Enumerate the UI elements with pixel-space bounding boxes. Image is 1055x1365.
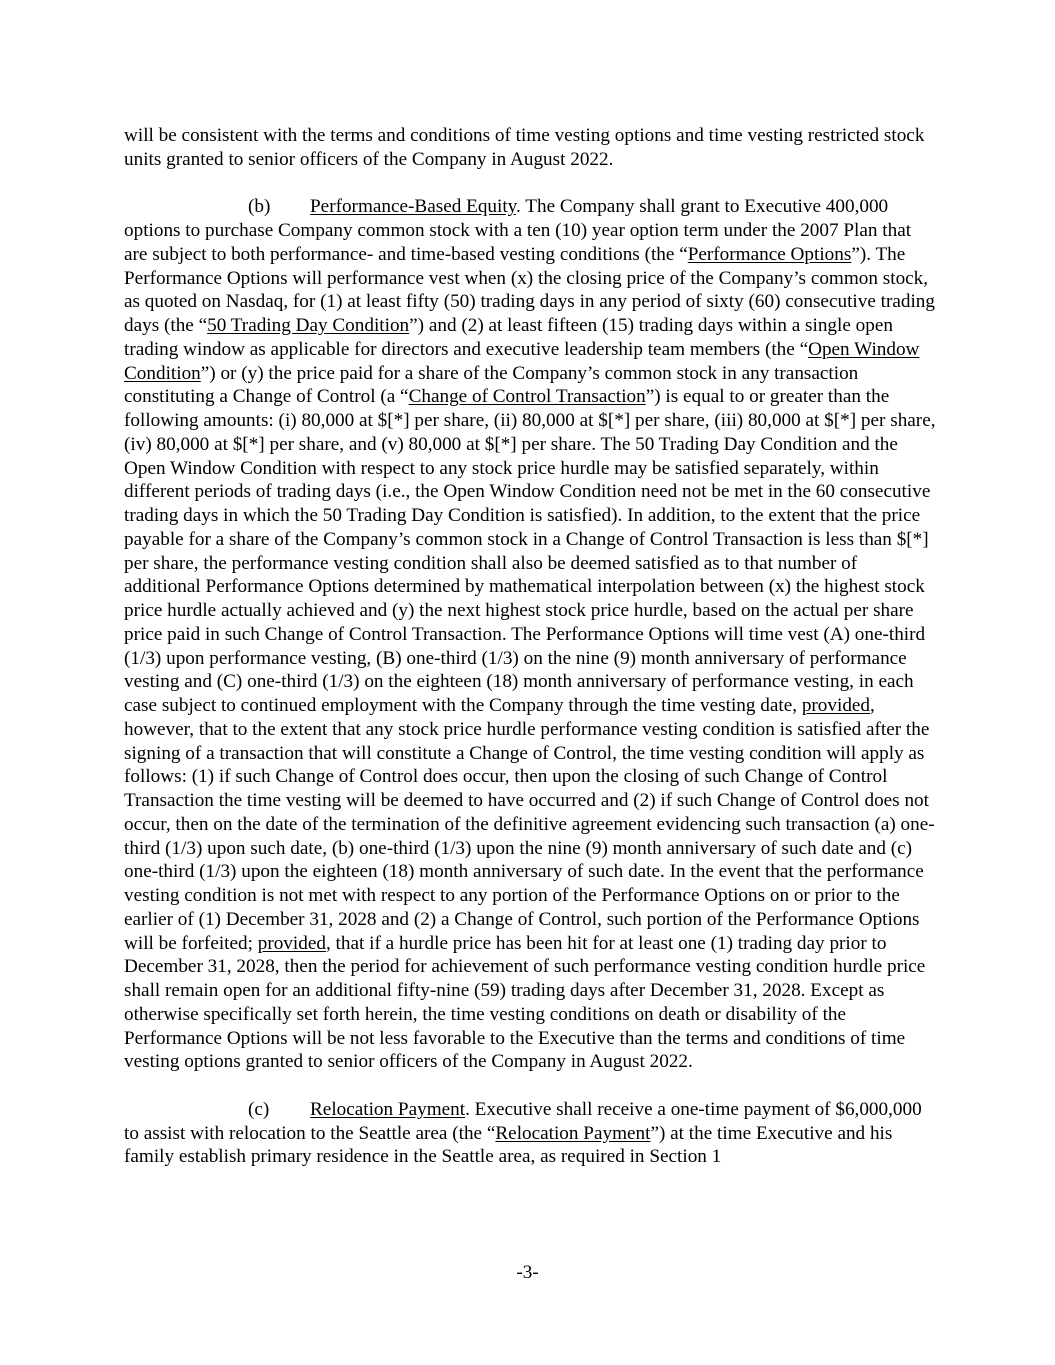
- paragraph-b-text: ”) and (2) at least fifteen (15) trading days within a single open trading window as applicable for directors and executive leadership team members (the “: [124, 315, 893, 360]
- page-number: -3-: [516, 1262, 539, 1283]
- paragraph-c-label: (c): [248, 1098, 270, 1120]
- paragraph-c-heading: Relocation Payment: [310, 1098, 466, 1120]
- paragraph-c-text: ”) at the time Executive and his family establish primary residence in the Seattle area, as required in Section 1: [124, 1122, 893, 1168]
- term-provided: provided: [257, 932, 326, 954]
- paragraph-b-text: ”) is equal to or greater than the following amounts: (i) 80,000 at $[*] per share, (ii) 80,000 at $[*] per share, (iii) 80,000 at $[*] per share, (iv) 80,000 at $[*] per share, and (v) 80,000 at $[*] per share. The 50 Trading Day Condition and the Open Window Condition with respect to any stock price hurdle may be satisfied separately, within different periods of trading days (i.e., the Open Window Condition need not be met in the 60 consecutive trading days in which the 50 Trading Day Condition is satisfied). In addition, to the extent that the price payable for a share of the Company’s common stock in a Change of Control Transaction is less than $[*] per share, the performance vesting condition shall also be deemed satisfied as to that number of additional Performance Options determined by mathematical interpolation between (x) the highest stock price hurdle actually achieved and (y) the next highest stock price hurdle, based on the actual per share price paid in such Change of Control Transaction. The Performance Options will time vest (A) one-third (1/3) upon performance vesting, (B) one-third (1/3) on the nine (9) month anniversary of performance vesting and (C) one-third (1/3) on the eighteen (18) month anniversary of performance vesting, in each case subject to continued employment with the Company through the time vesting date,: [124, 386, 936, 716]
- paragraph-b-text: , that if a hurdle price has been hit for at least one (1) trading day prior to December 31, 2028, then the period for achievement of such performance vesting condition hurdle price shall remain open for an additional fifty-nine (59) trading days after December 31, 2028. Except as otherwise specifically set forth herein, the time vesting conditions on death or disability of the Performance Options will be not less favorable to the Executive than the terms and conditions of time vesting options granted to senior officers of the Company in August 2022.: [124, 932, 926, 1073]
- paragraph-b-text: ”) or (y) the price paid for a share of the Company’s common stock in any transaction constituting a Change of Control (a “: [124, 362, 859, 408]
- defined-term-50-trading-day-condition: 50 Trading Day Condition: [207, 315, 410, 336]
- paragraph-b-heading: Performance-Based Equity: [310, 196, 517, 218]
- document-page: [124, 124, 936, 1169]
- paragraph-b-performance-based-equity: [124, 195, 936, 1074]
- defined-term-relocation-payment: Relocation Payment: [495, 1122, 651, 1144]
- defined-term-performance-options: Performance Options: [687, 243, 852, 265]
- paragraph-c-relocation-payment: [124, 1098, 936, 1169]
- defined-term-open-window-condition: Open Window Condition: [124, 338, 920, 384]
- defined-term-change-of-control-transaction: Change of Control Transaction: [408, 386, 646, 408]
- paragraph-b-text: ”). The Performance Options will performance vest when (x) the closing price of the Company’s common stock, as quoted on Nasdaq, for (1) at least fifty (50) trading days in any period of sixty (60) consecutive trading days (the “: [124, 243, 935, 336]
- paragraph-b-text: , however, that to the extent that any stock price hurdle performance vesting condition is satisfied after the signing of a transaction that will constitute a Change of Control, the time vesting condition will apply as follows: (1) if such Change of Control does occur, then upon the closing of such Change of Control Transaction the time vesting will be deemed to have occurred and (2) if such Change of Control does not occur, then on the date of the termination of the definitive agreement evidencing such transaction (a) one-third (1/3) upon such date, (b) one-third (1/3) upon the nine (9) month anniversary of such date and (c) one-third (1/3) upon the eighteen (18) month anniversary of such date. In the event that the performance vesting condition is not met with respect to any portion of the Performance Options on or prior to the earlier of (1) December 31, 2028 and (2) a Change of Control, such portion of the Performance Options will be forfeited;: [124, 695, 935, 954]
- paragraph-b-text: . The Company shall grant to Executive 400,000 options to purchase Company common stock with a ten (10) year option term under the 2007 Plan that are subject to both performance- and time-based vesting conditions (the “: [124, 196, 912, 265]
- paragraph-a-text: will be consistent with the terms and conditions of time vesting options and time vesting restricted stock units granted to senior officers of the Company in August 2022.: [124, 125, 925, 170]
- paragraph-c-text: . Executive shall receive a one-time payment of $6,000,000 to assist with relocation to the Seattle area (the “: [124, 1098, 922, 1144]
- term-provided: provided: [801, 695, 871, 716]
- paragraph-b-label: (b): [248, 196, 271, 218]
- paragraph-a-continuation: [124, 124, 936, 172]
